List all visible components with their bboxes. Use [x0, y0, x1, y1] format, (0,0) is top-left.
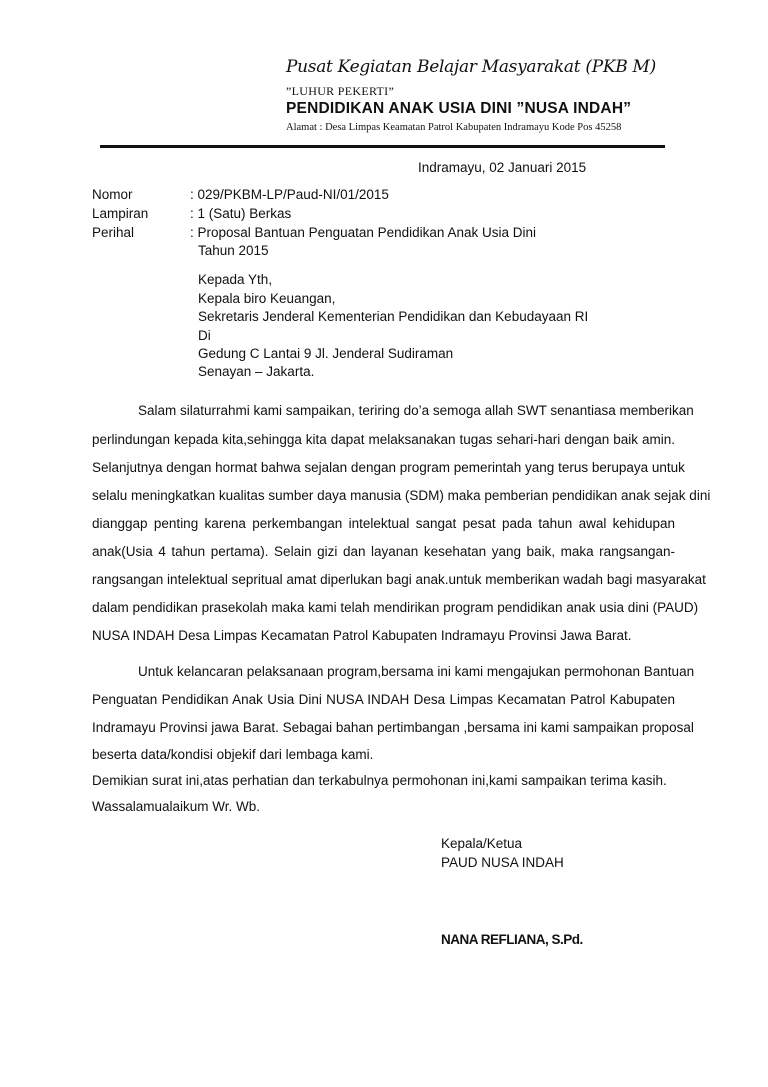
school-name: PENDIDIKAN ANAK USIA DINI ”NUSA INDAH”	[286, 100, 632, 117]
salutation: Wassalamualaikum Wr. Wb.	[92, 799, 261, 814]
letter-date: Indramayu, 02 Januari 2015	[418, 160, 587, 175]
lampiran-label: Lampiran	[92, 206, 149, 221]
paragraph-2-line: Untuk kelancaran pelaksanaan program,bersama ini kami mengajukan permohonan Bantuan	[138, 664, 695, 679]
paragraph-1-line: perlindungan kepada kita,sehingga kita dapat melaksanakan tugas sehari-hari dengan baik amin.	[92, 432, 675, 447]
paragraph-2-line: beserta data/kondisi objekif dari lembaga kami.	[92, 747, 374, 762]
recipient-line: Di	[198, 328, 211, 343]
recipient-line: Sekretaris Jenderal Kementerian Pendidikan dan Kebudayaan RI	[198, 309, 589, 324]
paragraph-1-line: NUSA INDAH Desa Limpas Kecamatan Patrol Kabupaten Indramayu Provinsi Jawa Barat.	[92, 628, 632, 643]
paragraph-1-line: rangsangan intelektual sepritual amat diperlukan bagi anak.untuk memberikan wadah bagi masyarakat	[92, 572, 706, 587]
paragraph-1-line: anak(Usia 4 tahun pertama). Selain gizi dan layanan kesehatan yang baik, maka rangsangan-	[92, 544, 675, 559]
recipient-line: Gedung C Lantai 9 Jl. Jenderal Sudiraman	[198, 346, 454, 361]
perihal-value-cont: Tahun 2015	[198, 243, 269, 258]
letterhead-divider	[100, 145, 665, 148]
paragraph-2-line: Penguatan Pendidikan Anak Usia Dini NUSA INDAH Desa Limpas Kecamatan Patrol Kabupaten	[92, 692, 675, 707]
recipient-line: Kepala biro Keuangan,	[198, 291, 336, 306]
perihal-label: Perihal	[92, 225, 135, 240]
org-motto: ”LUHUR PEKERTI”	[286, 84, 395, 98]
closing-line: Demikian surat ini,atas perhatian dan terkabulnya permohonan ini,kami sampaikan terima kasih.	[92, 773, 667, 788]
paragraph-1-line: Salam silaturrahmi kami sampaikan, teriring do’a semoga allah SWT senantiasa memberikan	[138, 403, 694, 418]
recipient-line: Kepada Yth,	[198, 272, 273, 287]
signature-org: PAUD NUSA INDAH	[441, 855, 564, 870]
org-address: Alamat : Desa Limpas Keamatan Patrol Kabupaten Indramayu Kode Pos 45258	[286, 122, 622, 133]
paragraph-1-line: dianggap penting karena perkembangan intelektual sangat pesat pada tahun awal kehidupan	[92, 516, 675, 531]
recipient-line: Senayan – Jakarta.	[198, 364, 315, 379]
nomor-label: Nomor	[92, 187, 133, 202]
signature-title: Kepala/Ketua	[441, 836, 523, 851]
nomor-value: : 029/PKBM-LP/Paud-NI/01/2015	[190, 187, 389, 202]
perihal-value: : Proposal Bantuan Penguatan Pendidikan Anak Usia Dini	[190, 225, 536, 240]
paragraph-1-line: Selanjutnya dengan hormat bahwa sejalan dengan program pemerintah yang terus berupaya untuk	[92, 460, 685, 475]
signatory-name: NANA REFLIANA, S.Pd.	[441, 932, 583, 947]
org-name: Pusat Kegiatan Belajar Masyarakat (PKB M)	[286, 57, 656, 77]
lampiran-value: : 1 (Satu) Berkas	[190, 206, 292, 221]
paragraph-1-line: dalam pendidikan prasekolah maka kami telah mendirikan program pendidikan anak usia dini (PAUD)	[92, 600, 699, 615]
paragraph-1-line: selalu meningkatkan kualitas sumber daya manusia (SDM) maka pemberian pendidikan anak sejak dini	[92, 488, 711, 503]
paragraph-2-line: Indramayu Provinsi jawa Barat. Sebagai bahan pertimbangan ,bersama ini kami sampaikan proposal	[92, 720, 694, 735]
